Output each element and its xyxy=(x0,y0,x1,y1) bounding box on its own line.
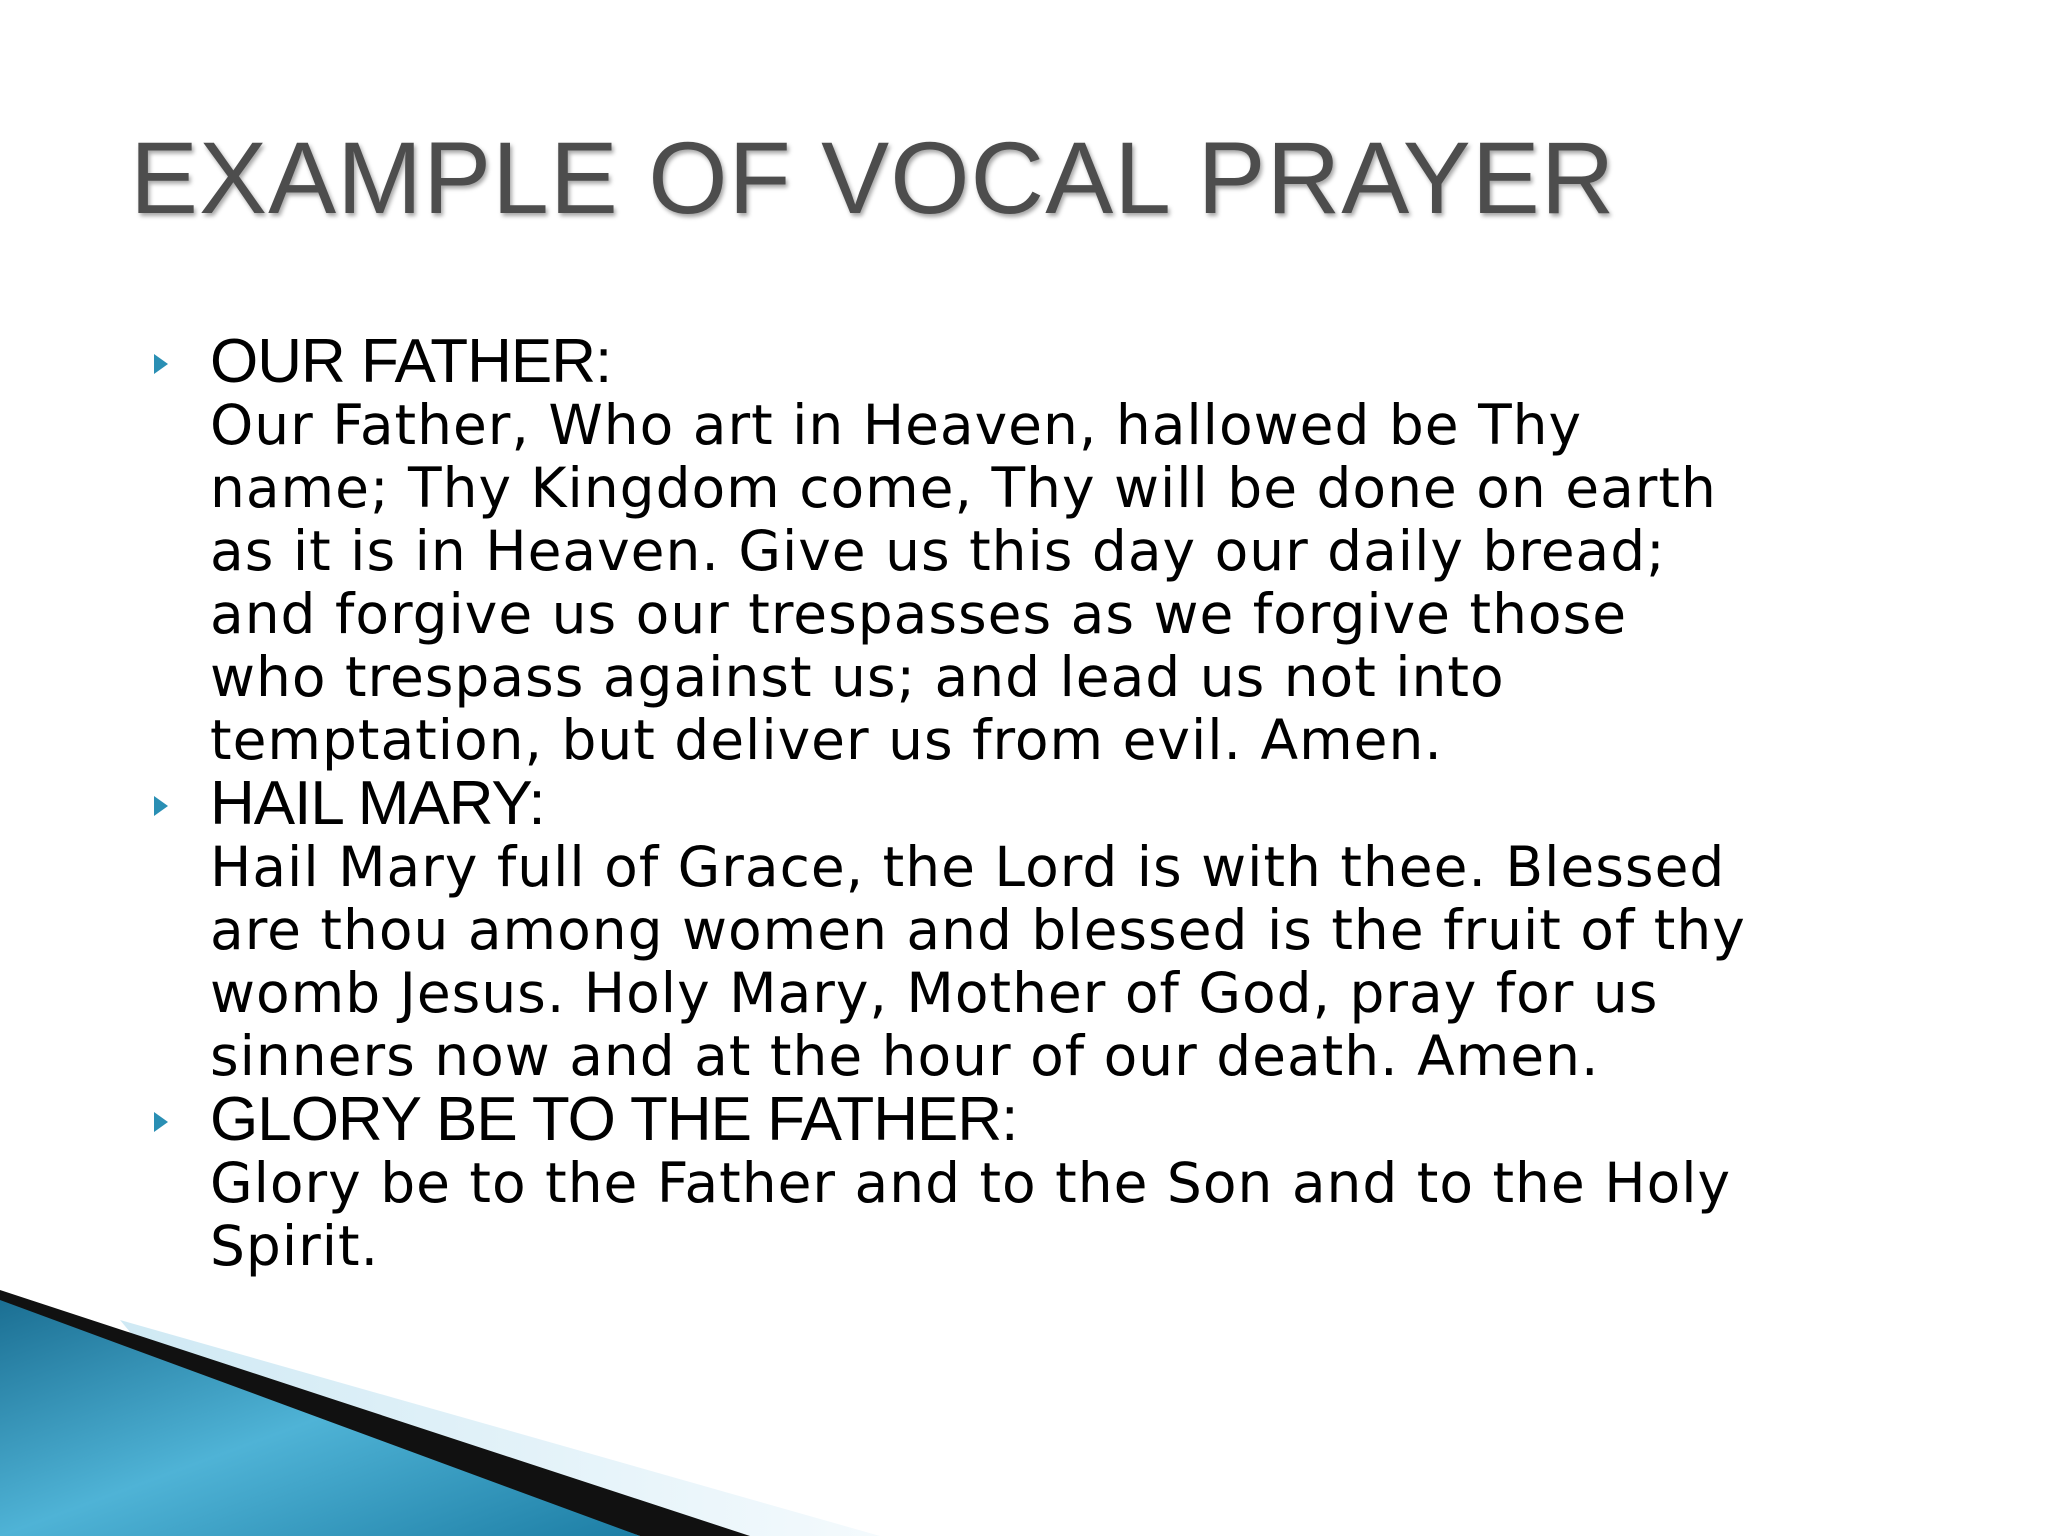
item-heading: OUR FATHER: xyxy=(210,327,612,396)
blue-wedge xyxy=(0,1300,640,1536)
triangle-right-icon xyxy=(150,794,172,818)
item-text: Our Father, Who art in Heaven, hallowed be Thy name; Thy Kingdom come, Thy will be done on earth as it is in Heaven. Give us this day our daily bread; and forgive us our trespasses as we forgive those who trespass against us; and lead us not into temptation, but deliver us from evil. Amen. xyxy=(210,393,1717,772)
item-heading: HAIL MARY: xyxy=(210,769,545,838)
item-text: Hail Mary full of Grace, the Lord is with thee. Blessed are thou among women and blessed is the fruit of thy womb Jesus. Holy Mary, Mother of God, pray for us sinners now and at the hour of our death. Amen. xyxy=(210,835,1746,1088)
triangle-right-icon xyxy=(150,352,172,376)
item-text: Glory be to the Father and to the Son and to the Holy Spirit. xyxy=(210,1151,1732,1278)
list-item-our-father xyxy=(150,327,1950,772)
light-blue-wedge xyxy=(120,1320,880,1536)
list-item-glory-be xyxy=(150,1085,1950,1278)
triangle-right-icon xyxy=(150,1110,172,1134)
item-heading: GLORY BE TO THE FATHER: xyxy=(210,1085,1018,1154)
bullet-list xyxy=(150,327,1950,1278)
list-item-hail-mary xyxy=(150,769,1950,1088)
black-stripe xyxy=(0,1290,750,1536)
slide-title: EXAMPLE OF VOCAL PRAYER xyxy=(130,121,1616,235)
